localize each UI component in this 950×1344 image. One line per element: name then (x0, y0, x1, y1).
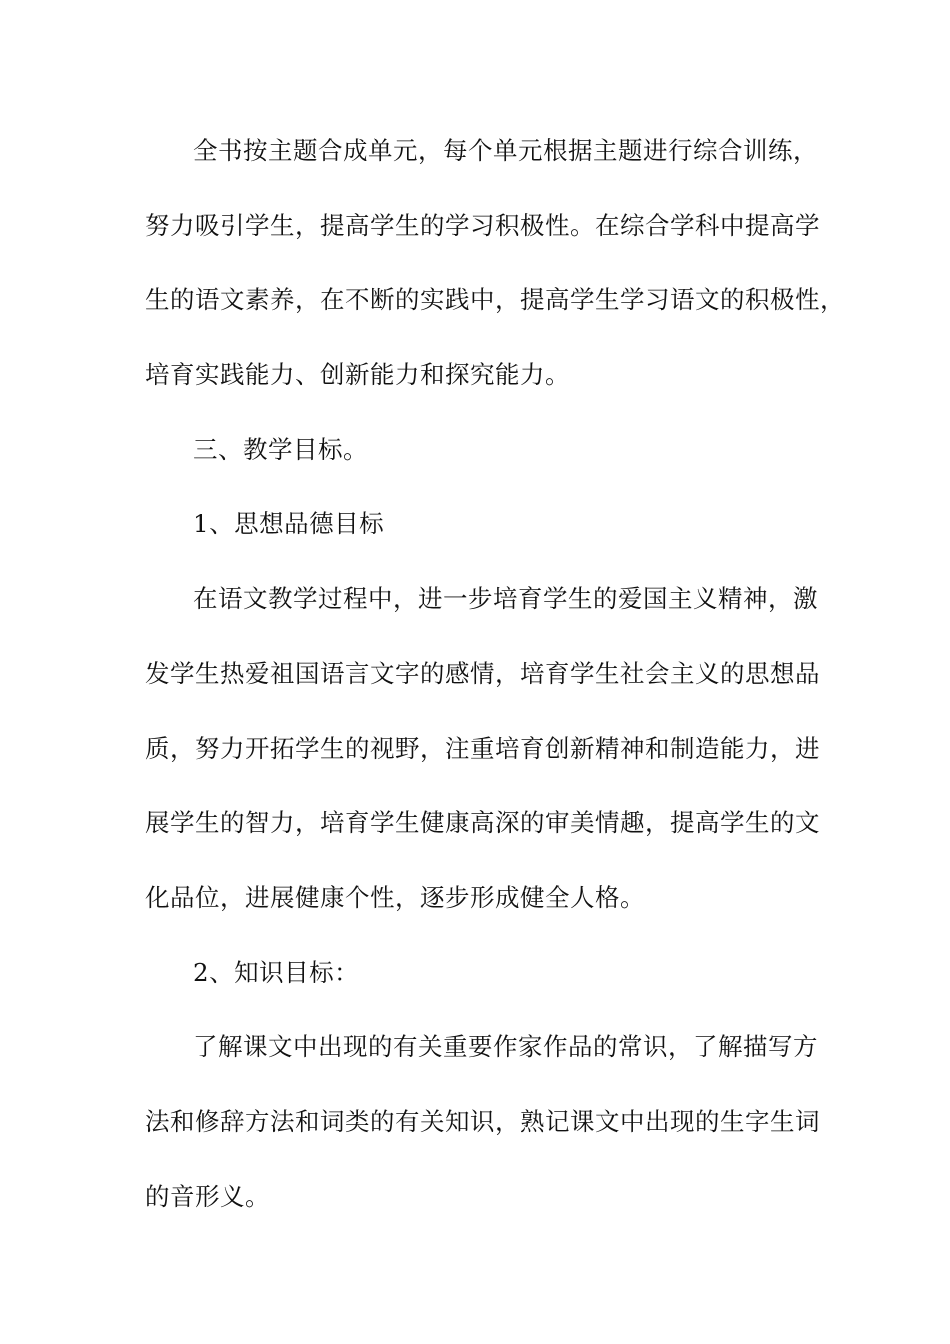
paragraph-line: 法和修辞方法和词类的有关知识，熟记课文中出现的生字生词 (145, 1106, 820, 1136)
paragraph-line: 质，努力开拓学生的视野，注重培育创新精神和制造能力，进 (145, 733, 820, 763)
paragraph-line: 的音形义。 (145, 1181, 270, 1211)
paragraph-line: 了解课文中出现的有关重要作家作品的常识，了解描写方 (193, 1032, 818, 1062)
paragraph-line: 发学生热爱祖国语言文字的感情，培育学生社会主义的思想品 (145, 658, 820, 688)
paragraph-line: 全书按主题合成单元，每个单元根据主题进行综合训练， (193, 136, 818, 165)
section-heading: 三、教学目标。 (193, 434, 368, 464)
paragraph-line: 培育实践能力、创新能力和探究能力。 (145, 360, 570, 390)
paragraph-line: 展学生的智力，培育学生健康高深的审美情趣，提高学生的文 (145, 808, 820, 838)
paragraph-line: 化品位，进展健康个性，逐步形成健全人格。 (145, 882, 645, 912)
paragraph-line: 在语文教学过程中，进一步培育学生的爱国主义精神，激 (193, 584, 818, 614)
subsection-heading: 2、知识目标： (193, 957, 360, 987)
paragraph-line: 努力吸引学生，提高学生的学习积极性。在综合学科中提高学 (145, 210, 820, 240)
document-body (145, 128, 845, 1248)
paragraph-line: 生的语文素养，在不断的实践中，提高学生学习语文的积极性， (145, 285, 845, 315)
subsection-heading: 1、思想品德目标 (193, 509, 385, 539)
